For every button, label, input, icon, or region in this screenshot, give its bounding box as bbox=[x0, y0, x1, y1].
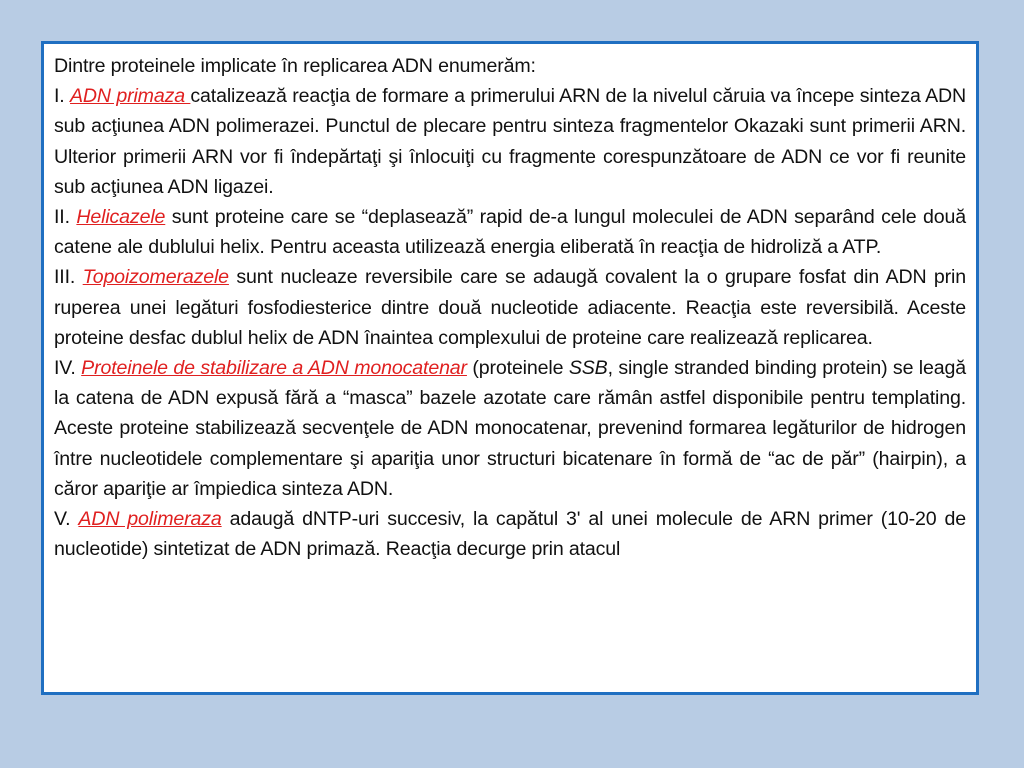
item-prefix: II. bbox=[54, 206, 77, 229]
item-topoizomerazele bbox=[54, 262, 966, 353]
term-topoizomerazele: Topoizomerazele bbox=[82, 266, 229, 289]
term-adn-polimeraza: ADN polimeraza bbox=[78, 508, 222, 531]
item-proteine-stabilizare bbox=[54, 353, 966, 504]
item-helicazele bbox=[54, 202, 966, 262]
intro-text: Dintre proteinele implicate în replicarea ADN enumerăm: bbox=[54, 55, 536, 77]
item-text-before: (proteinele bbox=[466, 357, 569, 380]
item-prefix: V. bbox=[54, 508, 79, 531]
term-adn-primaza: ADN primaza bbox=[70, 85, 191, 108]
item-text: sunt proteine care se “deplasează” rapid de-a lungul moleculei de ADN separând cele două catene ale dublului helix. Pentru aceasta utilizează energia eliberată în reacţia de hidroliză a ATP. bbox=[54, 206, 966, 259]
item-text: adaugă dNTP-uri succesiv, la capătul 3' al unei molecule de ARN primer (10-20 de nucleotide) sintetizat de ADN primază. Reacţia decurge prin atacul bbox=[54, 508, 966, 561]
item-text: , single stranded binding protein) se leagă la catena de ADN expusă fără a “masca” bazele azotate care rămân astfel disponibile pentru templating. Aceste proteine stabilizează secvenţele de ADN monocatenar, prevenind formarea legăturilor de hidrogen între nucleotidele complementare şi apariţia unor structuri bicatenare în formă de “ac de păr” (hairpin), a căror apariţie ar împiedica sinteza ADN. bbox=[54, 357, 966, 500]
content-box bbox=[41, 41, 979, 695]
term-helicazele: Helicazele bbox=[76, 206, 166, 229]
term-proteine-stabilizare: Proteinele de stabilizare a ADN monocatenar bbox=[81, 357, 467, 380]
item-prefix: IV. bbox=[54, 357, 82, 380]
item-prefix: III. bbox=[54, 266, 83, 289]
item-text: catalizează reacţia de formare a primerului ARN de la nivelul căruia va începe sinteza ADN sub acţiunea ADN polimerazei. Punctul de plecare pentru sinteza fragmentelor Okazaki sunt primerii ARN. Ulterior primerii ARN vor fi îndepărtaţi şi înlocuiţi cu fragmente corespunzătoare de ADN ce vor fi reunite sub acţiunea ADN ligazei. bbox=[54, 85, 966, 198]
item-prefix: I. bbox=[54, 85, 71, 108]
item-polimeraza bbox=[54, 504, 966, 564]
item-text: sunt nucleaze reversibile care se adaugă covalent la o grupare fosfat din ADN prin ruperea unei legături fosfodiesterice dintre două nucleotide adiacente. Reacţia este reversibilă. Aceste proteine desfac dublul helix de ADN înaintea complexului de proteine care realizează replicarea. bbox=[54, 266, 966, 349]
item-primaza bbox=[54, 81, 966, 202]
ssb-italic: SSB bbox=[568, 357, 608, 380]
